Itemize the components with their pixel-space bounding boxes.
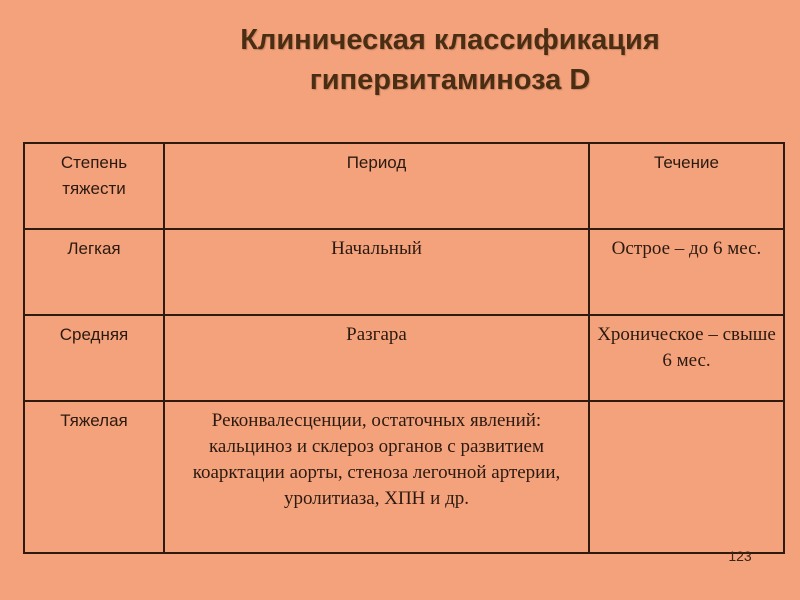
table-header-row: [24, 143, 784, 229]
header-period: Период: [164, 143, 589, 229]
slide-title-line-2: гипервитаминоза D: [309, 64, 591, 96]
cell-severity-mild: Легкая: [24, 229, 164, 315]
cell-course-acute: Острое – до 6 мес.: [589, 229, 784, 315]
cell-severity-severe: Тяжелая: [24, 401, 164, 553]
table-row: [24, 229, 784, 315]
cell-period-peak: Разгара: [164, 315, 589, 401]
cell-severity-moderate: Средняя: [24, 315, 164, 401]
cell-period-convalescence: Реконвалесценции, остаточных явлений: кальциноз и склероз органов с развитием коарктации аорты, стеноза легочной артерии, уролитиаза, ХПН и др.: [164, 401, 589, 553]
table-row: [24, 315, 784, 401]
table-row: [24, 401, 784, 553]
cell-course-chronic: Хроническое – свыше 6 мес.: [589, 315, 784, 401]
cell-course-empty: [589, 401, 784, 553]
slide-title-line-1: Клиническая классификация: [240, 24, 660, 56]
cell-period-initial: Начальный: [164, 229, 589, 315]
header-course: Течение: [589, 143, 784, 229]
header-severity: Степень тяжести: [24, 143, 164, 229]
classification-table: [23, 142, 785, 554]
page-number: 123: [728, 548, 752, 564]
slide-title: [150, 20, 750, 100]
